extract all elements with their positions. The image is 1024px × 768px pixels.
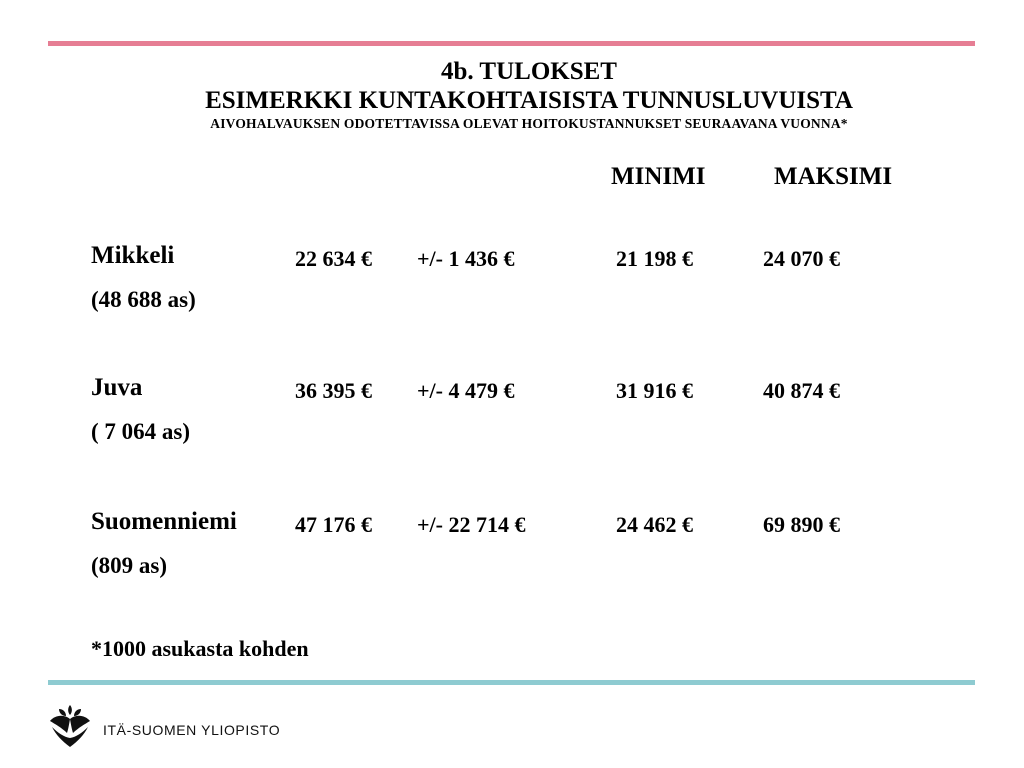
minimum-cost: 31 916 €	[616, 378, 693, 403]
column-header-maximum: MAKSIMI	[774, 163, 893, 190]
column-header-minimum: MINIMI	[611, 163, 706, 190]
university-name: ITÄ-SUOMEN YLIOPISTO	[103, 722, 281, 738]
municipality-population: (809 as)	[91, 553, 168, 578]
bottom-divider	[48, 680, 975, 685]
maximum-cost: 24 070 €	[763, 246, 840, 271]
cost-margin: +/- 1 436 €	[417, 246, 515, 271]
slide-title: 4b. TULOKSET	[440, 58, 617, 85]
municipality-name: Mikkeli	[91, 242, 175, 269]
slide-title-block	[0, 57, 1024, 133]
municipality-row	[0, 241, 1024, 321]
cost-margin: +/- 22 714 €	[417, 512, 526, 537]
municipality-name: Juva	[91, 374, 143, 401]
maximum-cost: 69 890 €	[763, 512, 840, 537]
mean-cost: 22 634 €	[295, 246, 372, 271]
slide-subtitle: ESIMERKKI KUNTAKOHTAISISTA TUNNUSLUVUISTA	[205, 87, 853, 114]
minimum-cost: 21 198 €	[616, 246, 693, 271]
minimum-cost: 24 462 €	[616, 512, 693, 537]
footnote: *1000 asukasta kohden	[91, 636, 309, 661]
municipality-population: (48 688 as)	[91, 287, 196, 312]
municipality-row	[0, 507, 1024, 587]
slide-caption: AIVOHALVAUKSEN ODOTETTAVISSA OLEVAT HOITOKUSTANNUKSET SEURAAVANA VUONNA*	[210, 116, 848, 131]
municipality-row	[0, 373, 1024, 453]
municipality-population: ( 7 064 as)	[91, 419, 191, 444]
mean-cost: 36 395 €	[295, 378, 372, 403]
top-divider	[48, 41, 975, 46]
cost-margin: +/- 4 479 €	[417, 378, 515, 403]
mean-cost: 47 176 €	[295, 512, 372, 537]
maximum-cost: 40 874 €	[763, 378, 840, 403]
municipality-name: Suomenniemi	[91, 508, 237, 535]
university-leaf-logo-icon	[48, 700, 92, 748]
